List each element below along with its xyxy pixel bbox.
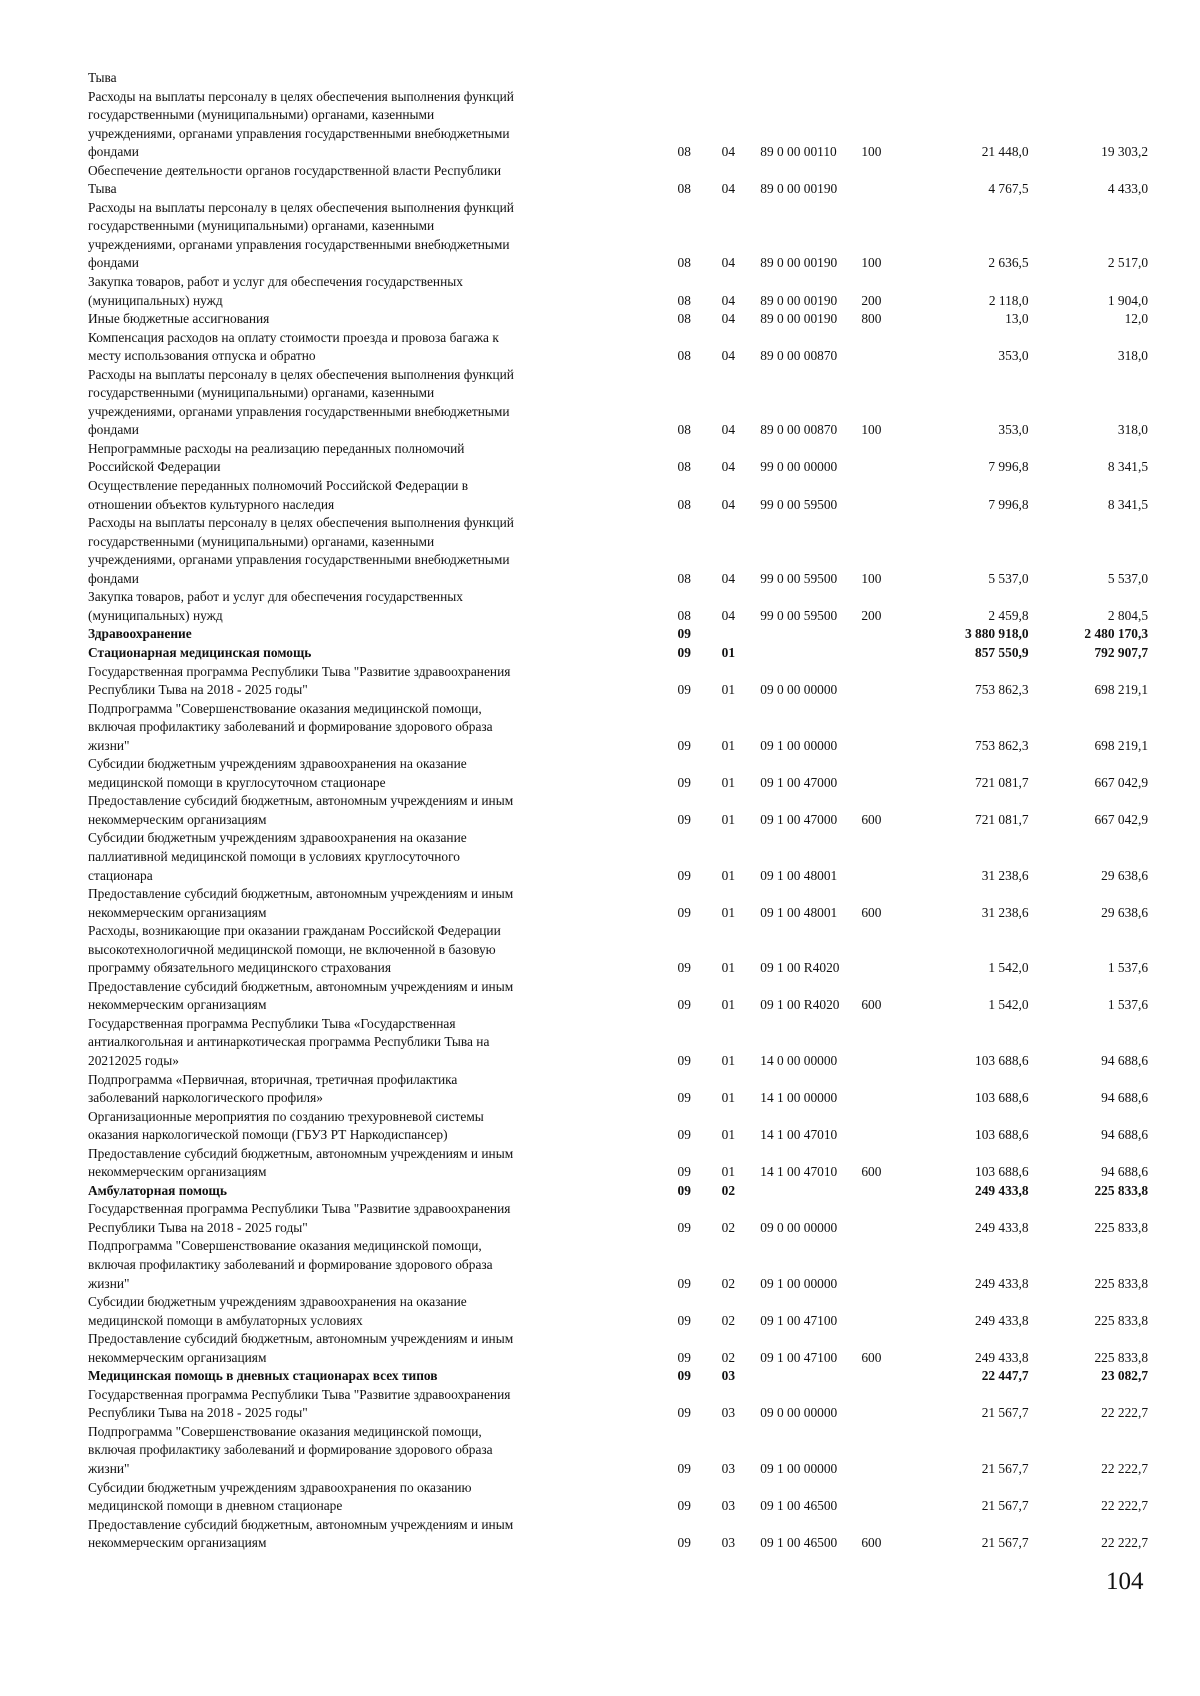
amount-year-1: 21 448,0 (981, 144, 1029, 160)
amount-year-2: 4 433,0 (1107, 181, 1149, 197)
target-article-code: 14 1 00 47010 (760, 1164, 838, 1180)
section-code: 08 (677, 292, 691, 308)
subsection-code: 01 (721, 682, 736, 698)
subsection-code: 02 (721, 1349, 736, 1365)
section-code: 09 (677, 1405, 691, 1421)
subsection-code: 01 (721, 1164, 736, 1180)
amount-year-2: 8 341,5 (1107, 496, 1149, 512)
expense-type-code: 100 (861, 570, 882, 586)
amount-year-2: 94 688,6 (1101, 1090, 1149, 1106)
item-name: Иные бюджетные ассигнования (88, 311, 270, 327)
subsection-code: 01 (721, 811, 736, 827)
section-code: 09 (677, 774, 691, 790)
section-code: 08 (677, 459, 691, 475)
subsection-code: 02 (721, 1182, 736, 1198)
subsection-code: 01 (721, 644, 736, 660)
amount-year-1: 103 688,6 (975, 1164, 1029, 1180)
section-code: 08 (677, 311, 691, 327)
amount-year-1: 249 433,8 (975, 1349, 1029, 1365)
amount-year-1: 21 567,7 (981, 1498, 1029, 1514)
amount-year-2: 22 222,7 (1101, 1498, 1149, 1514)
target-article-code: 99 0 00 59500 (760, 496, 838, 512)
amount-year-2: 8 341,5 (1107, 459, 1149, 475)
table-row (88, 1237, 1148, 1293)
expense-type-code: 600 (861, 1535, 882, 1551)
subsection-code: 03 (721, 1535, 736, 1551)
table-row (88, 885, 1148, 922)
amount-year-2: 23 082,7 (1101, 1368, 1149, 1384)
section-code: 08 (677, 496, 691, 512)
item-name: Расходы, возникающие при оказании гражданам Российской Федерации высокотехнологичной медицинской помощи, не включенной в базовую программу обязательного медицинского страхования (88, 923, 501, 976)
amount-year-1: 13,0 (1005, 311, 1029, 327)
item-name: Здравоохранение (88, 626, 192, 642)
target-article-code: 99 0 00 00000 (760, 459, 838, 475)
expense-type-code: 200 (861, 607, 882, 623)
target-article-code: 09 1 00 00000 (760, 1275, 838, 1291)
amount-year-1: 103 688,6 (975, 1090, 1029, 1106)
item-name: Субсидии бюджетным учреждениям здравоохранения на оказание медицинской помощи в амбулаторных условиях (88, 1294, 467, 1328)
table-row (88, 792, 1148, 829)
subsection-code: 04 (721, 181, 736, 197)
section-code: 09 (677, 1368, 691, 1384)
expense-type-code: 600 (861, 1349, 882, 1365)
expense-type-code: 600 (861, 811, 882, 827)
item-name: Непрограммные расходы на реализацию переданных полномочий Российской Федерации (88, 440, 465, 475)
subsection-code: 04 (721, 422, 736, 438)
amount-year-2: 225 833,8 (1094, 1349, 1149, 1365)
item-name: Подпрограмма "Совершенствование оказания медицинской помощи, включая профилактику заболеваний и формирование здорового образа жизни" (88, 1423, 493, 1477)
item-name: Стационарная медицинская помощь (88, 644, 312, 660)
target-article-code: 89 0 00 00190 (760, 311, 838, 327)
table-row (88, 644, 1148, 663)
amount-year-1: 249 433,8 (975, 1275, 1029, 1291)
subsection-code: 01 (721, 1052, 736, 1068)
item-name: Субсидии бюджетным учреждениям здравоохранения на оказание медицинской помощи в круглосуточном стационаре (88, 756, 467, 790)
subsection-code: 04 (721, 144, 736, 160)
section-code: 09 (677, 1052, 691, 1068)
section-code: 08 (677, 607, 691, 623)
table-row (88, 1293, 1148, 1330)
table-row (88, 1182, 1148, 1201)
item-name: Предоставление субсидий бюджетным, автономным учреждениям и иным некоммерческим организациям (88, 1145, 514, 1180)
section-code: 09 (677, 626, 691, 642)
item-name: Государственная программа Республики Тыва "Развитие здравоохранения Республики Тыва на 2018 - 2025 годы" (88, 1201, 511, 1235)
target-article-code: 09 1 00 00000 (760, 737, 838, 753)
amount-year-1: 103 688,6 (975, 1052, 1029, 1068)
target-article-code: 09 1 00 48001 (760, 904, 838, 920)
amount-year-1: 2 459,8 (988, 607, 1029, 623)
amount-year-1: 21 567,7 (981, 1405, 1029, 1421)
amount-year-1: 753 862,3 (975, 682, 1029, 698)
item-name: Амбулаторная помощь (88, 1182, 227, 1198)
amount-year-2: 225 833,8 (1094, 1182, 1149, 1198)
item-name: Расходы на выплаты персоналу в целях обеспечения выполнения функций государственными (муниципальными) органами, казенными учреждениями, органами управления государственными внебюджетными фондами (88, 88, 514, 160)
amount-year-2: 698 219,1 (1094, 682, 1149, 698)
amount-year-2: 667 042,9 (1094, 811, 1149, 827)
table-row (88, 199, 1148, 273)
item-name: Государственная программа Республики Тыва «Государственная антиалкогольная и антинаркотическая программа Республики Тыва на 20212025 годы» (88, 1015, 490, 1068)
target-article-code: 89 0 00 00190 (760, 292, 838, 308)
target-article-code: 09 1 00 48001 (760, 867, 838, 883)
section-code: 08 (677, 422, 691, 438)
amount-year-1: 249 433,8 (975, 1219, 1029, 1235)
amount-year-1: 353,0 (998, 422, 1029, 438)
table-row (88, 1071, 1148, 1108)
table-row (88, 1479, 1148, 1516)
section-code: 08 (677, 570, 691, 586)
amount-year-1: 2 636,5 (988, 255, 1029, 271)
section-code: 09 (677, 867, 691, 883)
target-article-code: 09 0 00 00000 (760, 1219, 838, 1235)
section-code: 09 (677, 997, 691, 1013)
item-name: Закупка товаров, работ и услуг для обеспечения государственных (муниципальных) нужд (88, 274, 463, 308)
target-article-code: 09 1 00 00000 (760, 1461, 838, 1477)
section-code: 09 (677, 1127, 691, 1143)
subsection-code: 01 (721, 867, 736, 883)
item-name: Подпрограмма "Совершенствование оказания медицинской помощи, включая профилактику заболеваний и формирование здорового образа жизни" (88, 1238, 493, 1291)
item-name: Компенсация расходов на оплату стоимости проезда и провоза багажа к месту использования отпуска и обратно (88, 329, 499, 364)
section-code: 09 (677, 1312, 691, 1328)
item-name: Государственная программа Республики Тыва "Развитие здравоохранения Республики Тыва на 2018 - 2025 годы" (88, 1386, 511, 1421)
section-code: 08 (677, 144, 691, 160)
amount-year-1: 2 118,0 (988, 292, 1029, 308)
amount-year-1: 4 767,5 (988, 181, 1029, 197)
section-code: 09 (677, 1498, 691, 1514)
item-name: Медицинская помощь в дневных стационарах всех типов (88, 1368, 438, 1384)
amount-year-2: 225 833,8 (1094, 1275, 1149, 1291)
item-name: Предоставление субсидий бюджетным, автономным учреждениям и иным некоммерческим организациям (88, 978, 514, 1013)
target-article-code: 09 0 00 00000 (760, 682, 838, 698)
item-name: Государственная программа Республики Тыва "Развитие здравоохранения Республики Тыва на 2018 - 2025 годы" (88, 663, 511, 698)
subsection-code: 03 (721, 1498, 736, 1514)
section-code: 09 (677, 682, 691, 698)
target-article-code: 89 0 00 00870 (760, 422, 838, 438)
expense-type-code: 100 (861, 255, 882, 271)
amount-year-1: 31 238,6 (981, 867, 1029, 883)
amount-year-2: 19 303,2 (1101, 144, 1149, 160)
section-code: 09 (677, 1461, 691, 1477)
expense-type-code: 600 (861, 1164, 882, 1180)
amount-year-1: 7 996,8 (988, 459, 1029, 475)
amount-year-1: 21 567,7 (981, 1461, 1029, 1477)
expense-type-code: 600 (861, 997, 882, 1013)
subsection-code: 04 (721, 496, 736, 512)
target-article-code: 09 0 00 00000 (760, 1405, 838, 1421)
subsection-code: 04 (721, 459, 736, 475)
subsection-code: 02 (721, 1275, 736, 1291)
table-row (88, 310, 1148, 329)
section-code: 09 (677, 1349, 691, 1365)
expense-type-code: 100 (861, 422, 882, 438)
subsection-code: 03 (721, 1368, 736, 1384)
budget-table (88, 69, 1148, 1553)
page-number: 104 (1106, 1568, 1144, 1595)
section-code: 09 (677, 737, 691, 753)
table-row (88, 625, 1148, 644)
amount-year-2: 22 222,7 (1101, 1535, 1149, 1551)
table-row (88, 366, 1148, 440)
table-row (88, 1145, 1148, 1182)
target-article-code: 09 1 00 R4020 (760, 960, 840, 976)
item-name: Подпрограмма "Совершенствование оказания медицинской помощи, включая профилактику заболеваний и формирование здорового образа жизни" (88, 700, 493, 753)
section-code: 08 (677, 255, 691, 271)
amount-year-1: 21 567,7 (981, 1535, 1029, 1551)
table-row (88, 477, 1148, 514)
subsection-code: 02 (721, 1219, 736, 1235)
table-row (88, 1330, 1148, 1367)
item-name: Осуществление переданных полномочий Российской Федерации в отношении объектов культурного наследия (88, 478, 469, 512)
section-code: 09 (677, 904, 691, 920)
subsection-code: 04 (721, 311, 736, 327)
subsection-code: 04 (721, 292, 736, 308)
section-code: 09 (677, 1275, 691, 1291)
item-name: Предоставление субсидий бюджетным, автономным учреждениям и иным некоммерческим организациям (88, 886, 514, 920)
table-row (88, 69, 1148, 88)
item-name: Обеспечение деятельности органов государственной власти Республики Тыва (88, 162, 502, 197)
item-name: Расходы на выплаты персоналу в целях обеспечения выполнения функций государственными (муниципальными) органами, казенными учреждениями, органами управления государственными внебюджетными фондами (88, 515, 514, 586)
section-code: 09 (677, 1182, 691, 1198)
table-row (88, 162, 1148, 199)
amount-year-2: 698 219,1 (1094, 737, 1149, 753)
subsection-code: 01 (721, 904, 736, 920)
amount-year-2: 94 688,6 (1101, 1127, 1149, 1143)
amount-year-1: 1 542,0 (988, 997, 1029, 1013)
section-code: 09 (677, 644, 691, 660)
subsection-code: 04 (721, 255, 736, 271)
expense-type-code: 800 (861, 311, 882, 327)
amount-year-1: 857 550,9 (975, 644, 1029, 660)
target-article-code: 09 1 00 47000 (760, 811, 838, 827)
target-article-code: 14 1 00 47010 (760, 1127, 838, 1143)
item-name: Организационные мероприятия по созданию трехуровневой системы оказания наркологической помощи (ГБУЗ РТ Наркодиспансер) (88, 1108, 484, 1143)
target-article-code: 14 0 00 00000 (760, 1052, 838, 1068)
expense-type-code: 200 (861, 292, 882, 308)
expense-type-code: 600 (861, 904, 882, 920)
table-row (88, 1108, 1148, 1145)
target-article-code: 89 0 00 00870 (760, 348, 838, 364)
table-row (88, 1386, 1148, 1423)
table-row (88, 514, 1148, 588)
section-code: 09 (677, 1535, 691, 1551)
amount-year-1: 721 081,7 (975, 811, 1029, 827)
target-article-code: 09 1 00 47100 (760, 1312, 838, 1328)
amount-year-2: 1 537,6 (1107, 960, 1149, 976)
table-row (88, 755, 1148, 792)
subsection-code: 04 (721, 607, 736, 623)
target-article-code: 99 0 00 59500 (760, 570, 838, 586)
amount-year-2: 94 688,6 (1101, 1164, 1149, 1180)
amount-year-1: 31 238,6 (981, 904, 1029, 920)
amount-year-2: 792 907,7 (1094, 644, 1149, 660)
amount-year-2: 225 833,8 (1094, 1219, 1149, 1235)
table-row (88, 1200, 1148, 1237)
target-article-code: 09 1 00 46500 (760, 1535, 838, 1551)
subsection-code: 03 (721, 1405, 736, 1421)
amount-year-1: 1 542,0 (988, 960, 1029, 976)
amount-year-2: 22 222,7 (1101, 1461, 1149, 1477)
amount-year-2: 318,0 (1117, 348, 1149, 364)
section-code: 09 (677, 1164, 691, 1180)
table-row (88, 829, 1148, 885)
section-code: 09 (677, 811, 691, 827)
subsection-code: 01 (721, 960, 736, 976)
target-article-code: 09 1 00 R4020 (760, 997, 840, 1013)
item-name: Расходы на выплаты персоналу в целях обеспечения выполнения функций государственными (муниципальными) органами, казенными учреждениями, органами управления государственными внебюджетными фондами (88, 366, 514, 438)
table-row (88, 700, 1148, 756)
amount-year-1: 22 447,7 (981, 1368, 1029, 1384)
target-article-code: 89 0 00 00190 (760, 181, 838, 197)
item-name: Предоставление субсидий бюджетным, автономным учреждениям и иным некоммерческим организациям (88, 1331, 514, 1365)
subsection-code: 01 (721, 1127, 736, 1143)
table-row (88, 329, 1148, 366)
amount-year-1: 7 996,8 (988, 496, 1029, 512)
amount-year-2: 1 537,6 (1107, 997, 1149, 1013)
section-code: 08 (677, 348, 691, 364)
table-row (88, 1516, 1148, 1553)
table-row (88, 663, 1148, 700)
table-row (88, 588, 1148, 625)
subsection-code: 01 (721, 997, 736, 1013)
amount-year-2: 5 537,0 (1107, 570, 1149, 586)
target-article-code: 09 1 00 46500 (760, 1498, 838, 1514)
subsection-code: 04 (721, 570, 736, 586)
table-row (88, 440, 1148, 477)
table-row (88, 1423, 1148, 1479)
amount-year-1: 5 537,0 (988, 570, 1029, 586)
amount-year-2: 12,0 (1124, 311, 1149, 327)
section-code: 09 (677, 1219, 691, 1235)
target-article-code: 99 0 00 59500 (760, 607, 838, 623)
table-row (88, 88, 1148, 162)
amount-year-2: 94 688,6 (1101, 1052, 1149, 1068)
item-name: Подпрограмма «Первичная, вторичная, третичная профилактика заболеваний наркологического профиля» (88, 1071, 458, 1106)
amount-year-1: 3 880 918,0 (964, 626, 1029, 642)
amount-year-2: 22 222,7 (1101, 1405, 1149, 1421)
amount-year-1: 753 862,3 (975, 737, 1029, 753)
subsection-code: 04 (721, 348, 736, 364)
target-article-code: 09 1 00 47100 (760, 1349, 838, 1365)
amount-year-2: 225 833,8 (1094, 1312, 1149, 1328)
item-name: Субсидии бюджетным учреждениям здравоохранения на оказание паллиативной медицинской помощи в условиях круглосуточного стационара (88, 830, 467, 883)
item-name: Закупка товаров, работ и услуг для обеспечения государственных (муниципальных) нужд (88, 589, 463, 623)
amount-year-2: 2 517,0 (1107, 255, 1149, 271)
amount-year-2: 318,0 (1117, 422, 1149, 438)
item-name: Предоставление субсидий бюджетным, автономным учреждениям и иным некоммерческим организациям (88, 793, 514, 827)
target-article-code: 89 0 00 00190 (760, 255, 838, 271)
subsection-code: 01 (721, 737, 736, 753)
amount-year-1: 353,0 (998, 348, 1029, 364)
amount-year-2: 29 638,6 (1101, 867, 1149, 883)
item-name: Расходы на выплаты персоналу в целях обеспечения выполнения функций государственными (муниципальными) органами, казенными учреждениями, органами управления государственными внебюджетными фондами (88, 199, 514, 271)
subsection-code: 01 (721, 1090, 736, 1106)
subsection-code: 03 (721, 1461, 736, 1477)
table-row (88, 273, 1148, 310)
amount-year-1: 249 433,8 (975, 1312, 1029, 1328)
target-article-code: 89 0 00 00110 (760, 144, 837, 160)
section-code: 08 (677, 181, 691, 197)
subsection-code: 01 (721, 774, 736, 790)
target-article-code: 14 1 00 00000 (760, 1090, 838, 1106)
amount-year-1: 103 688,6 (975, 1127, 1029, 1143)
item-name: Предоставление субсидий бюджетным, автономным учреждениям и иным некоммерческим организациям (88, 1516, 514, 1551)
amount-year-2: 2 480 170,3 (1084, 626, 1149, 642)
item-name: Тыва (88, 70, 117, 85)
target-article-code: 09 1 00 47000 (760, 774, 838, 790)
amount-year-1: 721 081,7 (975, 774, 1029, 790)
section-code: 09 (677, 960, 691, 976)
expense-type-code: 100 (861, 144, 882, 160)
amount-year-2: 29 638,6 (1101, 904, 1149, 920)
amount-year-2: 1 904,0 (1107, 292, 1149, 308)
amount-year-1: 249 433,8 (975, 1182, 1029, 1198)
table-row (88, 1367, 1148, 1386)
amount-year-2: 2 804,5 (1107, 607, 1149, 623)
table-row (88, 1015, 1148, 1071)
table-row (88, 978, 1148, 1015)
item-name: Субсидии бюджетным учреждениям здравоохранения по оказанию медицинской помощи в дневном стационаре (88, 1479, 472, 1514)
table-row (88, 922, 1148, 978)
amount-year-2: 667 042,9 (1094, 774, 1149, 790)
section-code: 09 (677, 1090, 691, 1106)
subsection-code: 02 (721, 1312, 736, 1328)
